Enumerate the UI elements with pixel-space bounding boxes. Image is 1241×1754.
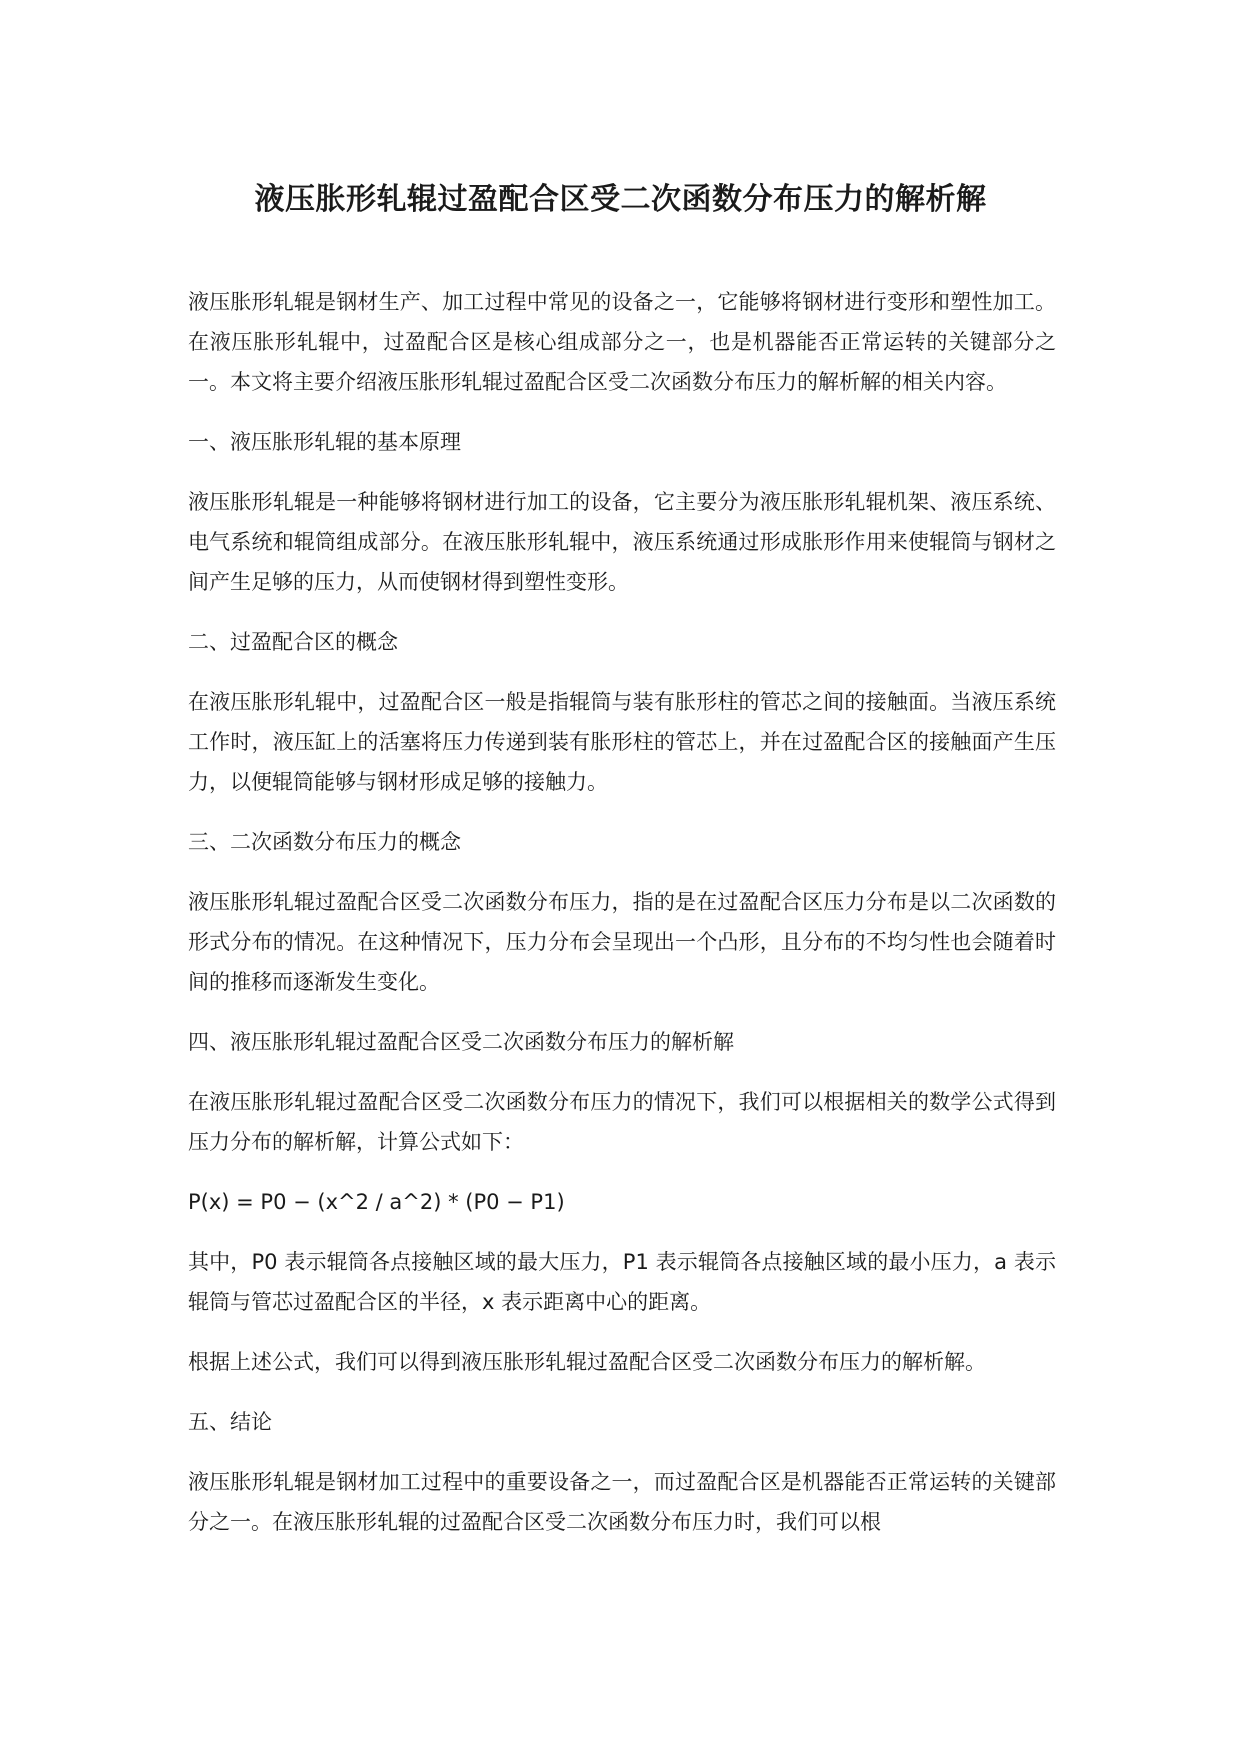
section-heading-3: 三、二次函数分布压力的概念 xyxy=(188,830,461,854)
section-heading-2: 二、过盈配合区的概念 xyxy=(188,630,398,654)
formula-conclusion: 根据上述公式，我们可以得到液压胀形轧辊过盈配合区受二次函数分布压力的解析解。 xyxy=(188,1350,986,1374)
section-3-paragraph: 液压胀形轧辊过盈配合区受二次函数分布压力，指的是在过盈配合区压力分布是以二次函数的形式分布的情况。在这种情况下，压力分布会呈现出一个凸形，且分布的不均匀性也会随着时间的推移而逐渐发生变化。 xyxy=(188,890,1056,994)
formula-explanation: 其中，P0 表示辊筒各点接触区域的最大压力，P1 表示辊筒各点接触区域的最小压力，a 表示辊筒与管芯过盈配合区的半径，x 表示距离中心的距离。 xyxy=(188,1250,1056,1314)
intro-paragraph: 液压胀形轧辊是钢材生产、加工过程中常见的设备之一，它能够将钢材进行变形和塑性加工。在液压胀形轧辊中，过盈配合区是核心组成部分之一，也是机器能否正常运转的关键部分之一。本文将主要介绍液压胀形轧辊过盈配合区受二次函数分布压力的解析解的相关内容。 xyxy=(188,290,1056,394)
section-1-paragraph: 液压胀形轧辊是一种能够将钢材进行加工的设备，它主要分为液压胀形轧辊机架、液压系统、电气系统和辊筒组成部分。在液压胀形轧辊中，液压系统通过形成胀形作用来使辊筒与钢材之间产生足够的压力，从而使钢材得到塑性变形。 xyxy=(188,490,1056,594)
section-heading-5: 五、结论 xyxy=(188,1410,272,1434)
document-body xyxy=(188,282,1056,1562)
conclusion-paragraph: 液压胀形轧辊是钢材加工过程中的重要设备之一，而过盈配合区是机器能否正常运转的关键部分之一。在液压胀形轧辊的过盈配合区受二次函数分布压力时，我们可以根 xyxy=(188,1470,1056,1534)
section-heading-4: 四、液压胀形轧辊过盈配合区受二次函数分布压力的解析解 xyxy=(188,1030,734,1054)
section-heading-1: 一、液压胀形轧辊的基本原理 xyxy=(188,430,461,454)
pressure-formula: P(x) = P0 − (x^2 / a^2) * (P0 − P1) xyxy=(188,1190,565,1214)
section-4-paragraph: 在液压胀形轧辊过盈配合区受二次函数分布压力的情况下，我们可以根据相关的数学公式得到压力分布的解析解，计算公式如下： xyxy=(188,1090,1056,1154)
section-2-paragraph: 在液压胀形轧辊中，过盈配合区一般是指辊筒与装有胀形柱的管芯之间的接触面。当液压系统工作时，液压缸上的活塞将压力传递到装有胀形柱的管芯上，并在过盈配合区的接触面产生压力，以便辊筒能够与钢材形成足够的接触力。 xyxy=(188,690,1056,794)
document-title: 液压胀形轧辊过盈配合区受二次函数分布压力的解析解 xyxy=(254,182,987,217)
